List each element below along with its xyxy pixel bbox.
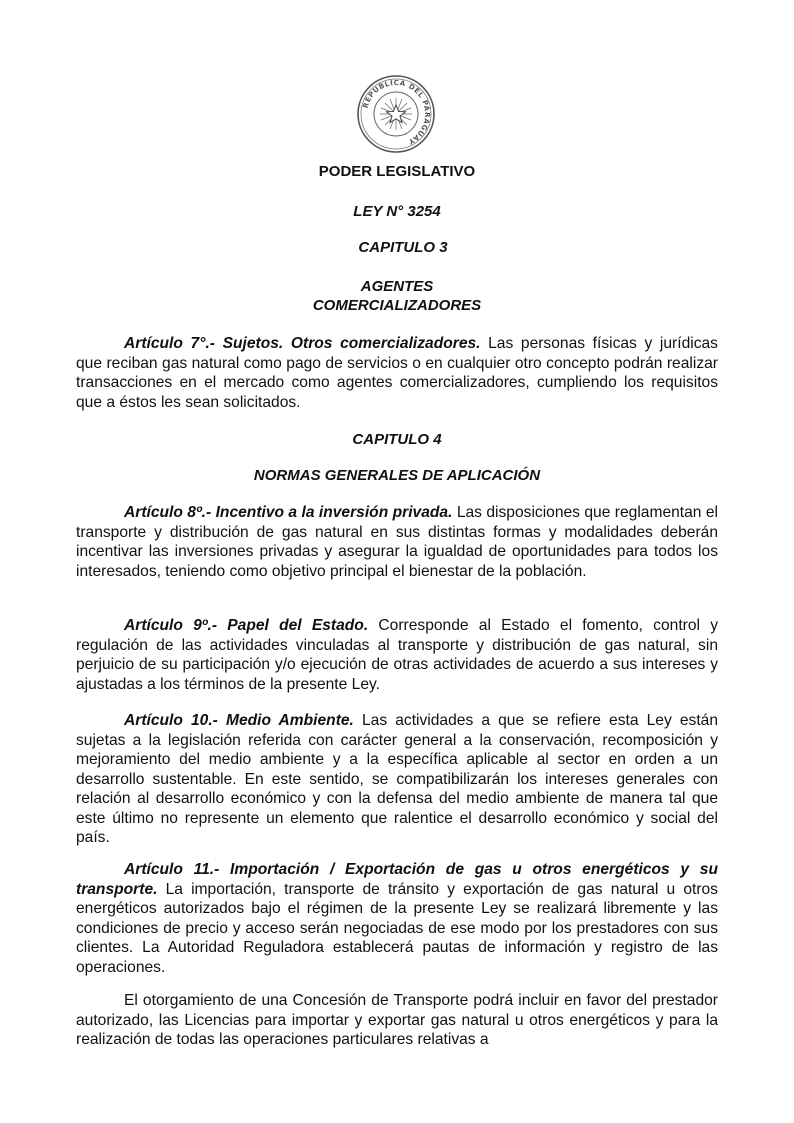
chapter-4-title: CAPITULO 4 <box>352 431 442 448</box>
article-7 <box>76 334 718 412</box>
article-11-heading: Artículo 11.- Importación / Exportación de gas u otros energéticos y su transporte. <box>76 861 718 898</box>
closing-paragraph <box>76 991 718 1050</box>
article-8-body: Las disposiciones que reglamentan el transporte y distribución de gas natural en sus distintas formas y modalidades deberán incentivar las inversiones privadas y asegurar la igualdad de oportunidades para todos los interesados, teniendo como objetivo principal el bienestar de la población. <box>76 504 718 580</box>
organ-title: PODER LEGISLATIVO <box>318 163 476 180</box>
article-11-body: La importación, transporte de tránsito y exportación de gas natural u otros energéticos autorizados bajo el régimen de la presente Ley se realizará libremente y las condiciones de precio y acceso serán negociadas de ese modo por los prestadores con sus clientes. La Autoridad Reguladora establecerá pautas de información y registro de las operaciones. <box>76 880 718 976</box>
article-7-heading: Artículo 7°.- Sujetos. Otros comercializadores. <box>124 335 481 352</box>
article-9 <box>76 616 718 694</box>
chapter-3-title: CAPITULO 3 <box>358 239 448 256</box>
chapter-3-heading-line2: COMERCIALIZADORES <box>312 297 482 314</box>
chapter-4-heading: NORMAS GENERALES DE APLICACIÓN <box>253 467 541 484</box>
svg-text:REPUBLICA DEL PARAGUAY: REPUBLICA DEL PARAGUAY <box>361 78 432 146</box>
article-9-body: Corresponde al Estado el fomento, control y regulación de las actividades vinculadas al transporte y distribución de gas natural, sin perjuicio de su participación y/o ejecución de otras actividades de acuerdo a sus intereses y ajustadas a los términos de la presente Ley. <box>76 617 719 693</box>
article-9-heading: Artículo 9º.- Papel del Estado. <box>124 617 369 634</box>
chapter-3-heading-line1: AGENTES <box>360 278 434 295</box>
article-10-body: Las actividades a que se refiere esta Ley están sujetas a la legislación referida con carácter general a la conservación, recomposición y mejoramiento del medio ambiente y a la específica aplicable al sector en orden a un desarrollo sustentable. En este sentido, se compatibilizarán los intereses generales con relación al desarrollo económico y con la defensa del medio ambiente de manera tal que este último no represente un elemento que ralentice el desarrollo económico y social del país. <box>76 712 718 846</box>
article-10-heading: Artículo 10.- Medio Ambiente. <box>124 712 354 729</box>
law-number: LEY N° 3254 <box>353 203 441 220</box>
article-7-body: Las personas físicas y jurídicas que reciban gas natural como pago de servicios o en cualquier otro concepto podrán realizar transacciones en el mercado como agentes comercializadores, cumpliendo los requisitos que a éstos les sean solicitados. <box>76 335 718 411</box>
closing-paragraph-body: El otorgamiento de una Concesión de Transporte podrá incluir en favor del prestador autorizado, las Licencias para importar y exportar gas natural u otros energéticos y para la realización de todas las operaciones particulares relativas a <box>76 992 718 1048</box>
article-10 <box>76 711 718 848</box>
national-seal-logo <box>356 74 436 154</box>
article-11 <box>76 860 718 977</box>
article-8-heading: Artículo 8º.- Incentivo a la inversión privada. <box>124 504 453 521</box>
article-8 <box>76 503 718 581</box>
